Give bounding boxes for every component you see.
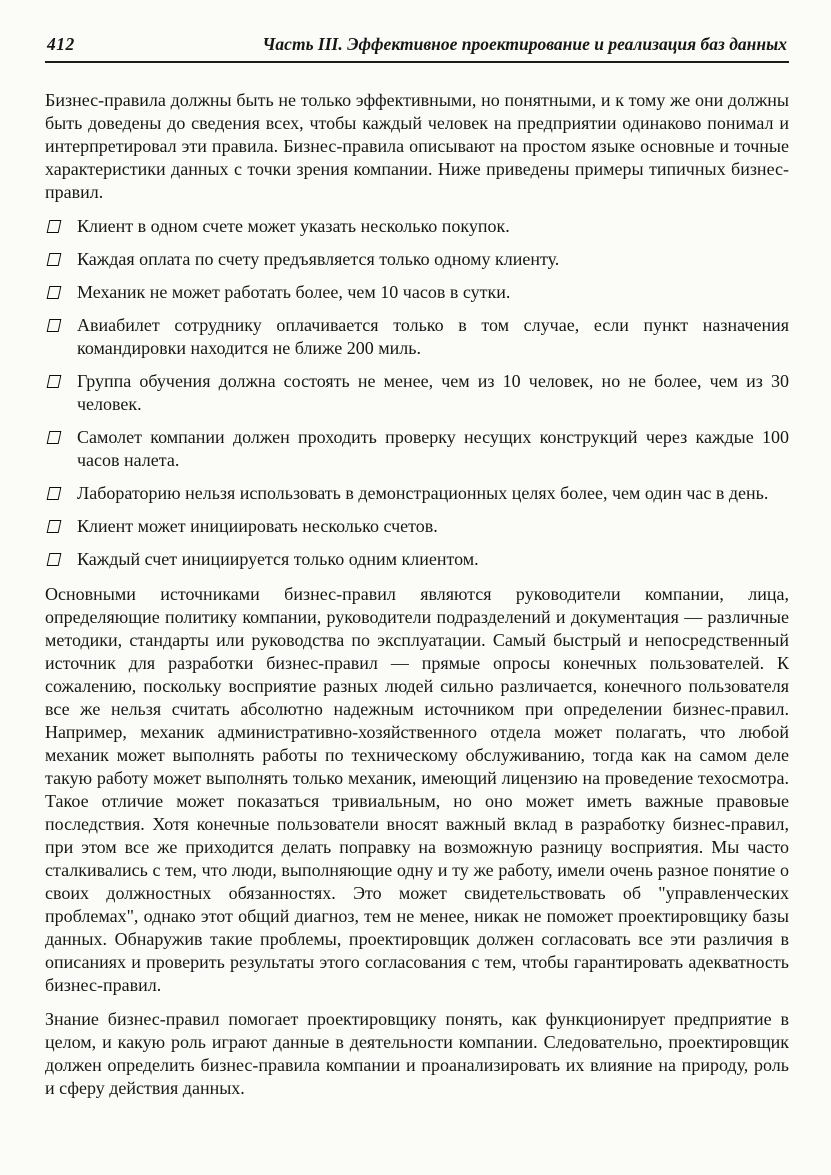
- rule-text: Самолет компании должен проходить проверку несущих конструкций через каждые 100 часов налета.: [77, 427, 789, 470]
- checkbox-bullet-icon: [47, 431, 62, 444]
- rule-text: Каждый счет инициируется только одним клиентом.: [77, 549, 479, 569]
- running-title: Часть III. Эффективное проектирование и реализация баз данных: [262, 34, 787, 54]
- list-item: [45, 215, 789, 238]
- header-rule: [45, 61, 789, 63]
- checkbox-bullet-icon: [47, 253, 62, 266]
- checkbox-bullet-icon: [47, 375, 62, 388]
- checkbox-bullet-icon: [47, 487, 62, 500]
- rule-text: Лабораторию нельзя использовать в демонстрационных целях более, чем один час в день.: [77, 483, 769, 503]
- paragraph-sources: Основными источниками бизнес-правил являются руководители компании, лица, определяющие политику компании, руководители подразделений и документация — различные методики, стандарты или руководства по эксплуатации. Самый быстрый и непосредственный источник для разработки бизнес-правил — прямые опросы конечных пользователей. К сожалению, поскольку восприятие разных людей сильно различается, конечного пользователя все же нельзя считать абсолютно надежным источником при определении бизнес-правил. Например, механик административно-хозяйственного отдела может полагать, что любой механик может выполнять работы по техническому обслуживанию, тогда как на самом деле такую работу может выполнять только механик, имеющий лицензию на проведение техосмотра. Такое отличие может показаться тривиальным, но оно может иметь важные правовые последствия. Хотя конечные пользователи вносят важный вклад в разработку бизнес-правил, при этом все же приходится делать поправку на возможную разницу восприятия. Мы часто сталкивались с тем, что люди, выполняющие одну и ту же работу, имели очень разное понятие о своих должностных обязанностях. Это может свидетельствовать об "управленческих проблемах", однако этот общий диагноз, тем не менее, никак не поможет проектировщику базы данных. Обнаружив такие проблемы, проектировщик должен согласовать все эти различия в описаниях и проверить результаты этого согласования с тем, чтобы гарантировать адекватность бизнес-правил.: [45, 584, 789, 995]
- checkbox-bullet-icon: [47, 319, 62, 332]
- rule-text: Каждая оплата по счету предъявляется только одному клиенту.: [77, 249, 560, 269]
- page-header: [45, 30, 789, 61]
- checkbox-bullet-icon: [47, 553, 62, 566]
- list-item: [45, 482, 789, 505]
- checkbox-bullet-icon: [47, 520, 62, 533]
- list-item: [45, 370, 789, 416]
- checkbox-bullet-icon: [47, 220, 62, 233]
- list-item: [45, 314, 789, 360]
- checkbox-bullet-icon: [47, 286, 62, 299]
- list-item: [45, 426, 789, 472]
- rule-text: Механик не может работать более, чем 10 часов в сутки.: [77, 282, 511, 302]
- rule-text: Клиент в одном счете может указать несколько покупок.: [77, 216, 510, 236]
- page-body: [45, 89, 789, 1100]
- rule-text: Группа обучения должна состоять не менее, чем из 10 человек, но не более, чем из 30 человек.: [77, 371, 789, 414]
- business-rules-list: [45, 215, 789, 571]
- paragraph-knowledge: Знание бизнес-правил помогает проектировщику понять, как функционирует предприятие в целом, и какую роль играют данные в деятельности компании. Следовательно, проектировщик должен определить бизнес-правила компании и проанализировать их влияние на природу, роль и сферу действия данных.: [45, 1009, 789, 1098]
- list-item: [45, 515, 789, 538]
- list-item: [45, 281, 789, 304]
- list-item: [45, 248, 789, 271]
- page-number: 412: [47, 34, 75, 54]
- rule-text: Авиабилет сотруднику оплачивается только в том случае, если пункт назначения командировки находится не ближе 200 миль.: [77, 315, 789, 358]
- list-item: [45, 548, 789, 571]
- rule-text: Клиент может инициировать несколько счетов.: [77, 516, 438, 536]
- paragraph-intro: Бизнес-правила должны быть не только эффективными, но понятными, и к тому же они должны быть доведены до сведения всех, чтобы каждый человек на предприятии одинаково понимал и интерпретировал эти правила. Бизнес-правила описывают на простом языке основные и точные характеристики данных с точки зрения компании. Ниже приведены примеры типичных бизнес-правил.: [45, 90, 789, 202]
